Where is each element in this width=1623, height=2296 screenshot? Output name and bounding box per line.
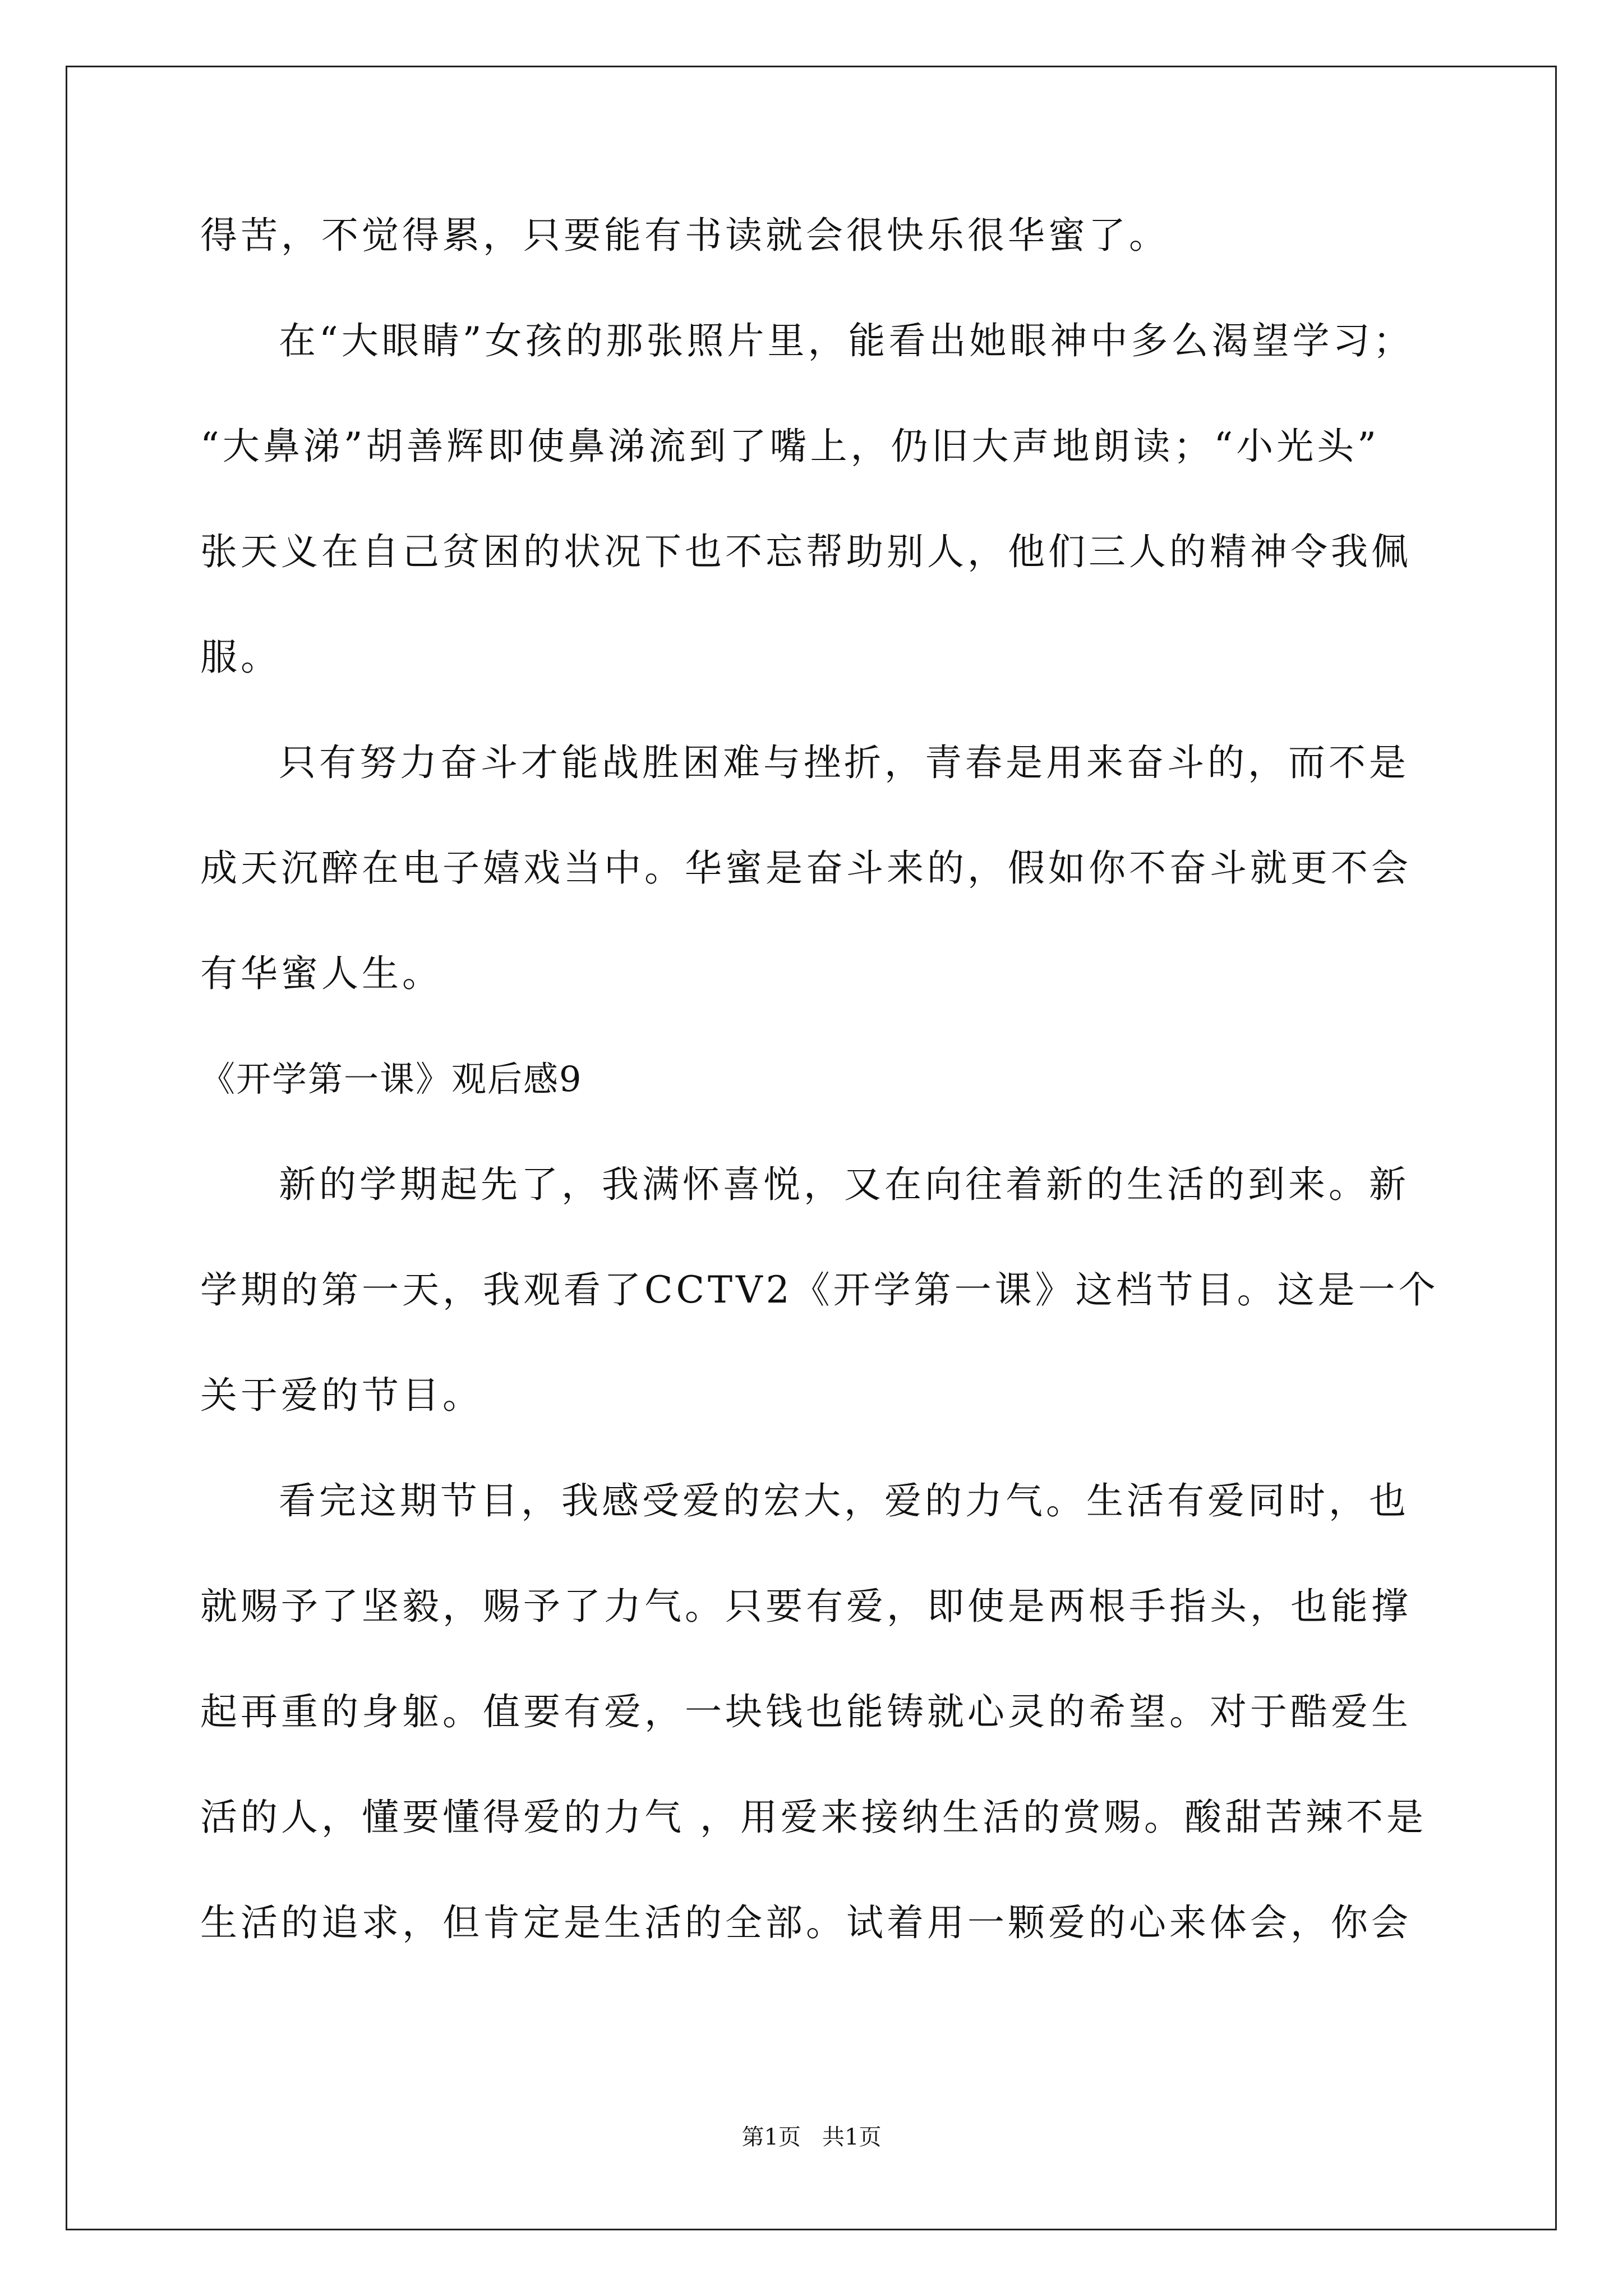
- paragraph-start-line: 看完这期节目，我感受爱的宏大，爱的力气。生活有爱同时，也: [279, 1479, 1409, 1522]
- text-line: 活的人，懂要懂得爱的力气 ，用爱来接纳生活的赏赐。酸甜苦辣不是: [200, 1796, 1427, 1839]
- text-line: 得苦，不觉得累，只要能有书读就会很快乐很华蜜了。: [200, 214, 1169, 257]
- section-heading: 《开学第一课》观后感9: [200, 1059, 583, 1099]
- page-number-footer: 第1页 共1页: [741, 2124, 882, 2150]
- text-line: 服。: [200, 636, 281, 679]
- text-line: 有华蜜人生。: [200, 952, 442, 995]
- text-line: 成天沉醉在电子嬉戏当中。华蜜是奋斗来的，假如你不奋斗就更不会: [200, 846, 1412, 890]
- text-line: 关于爱的节目。: [200, 1374, 483, 1417]
- text-line: 张天义在自己贫困的状况下也不忘帮助别人，他们三人的精神令我佩: [200, 530, 1412, 573]
- text-line: “大鼻涕”胡善辉即使鼻涕流到了嘴上，仍旧大声地朗读；“小光头”: [200, 425, 1380, 468]
- paragraph-start-line: 新的学期起先了，我满怀喜悦，又在向往着新的生活的到来。新: [279, 1163, 1409, 1206]
- text-line: 生活的追求，但肯定是生活的全部。试着用一颗爱的心来体会，你会: [200, 1901, 1412, 1944]
- text-line: 就赐予了坚毅，赐予了力气。只要有爱，即使是两根手指头，也能撑: [200, 1585, 1412, 1628]
- text-line: 学期的第一天，我观看了CCTV2《开学第一课》这档节目。这是一个: [200, 1268, 1439, 1312]
- text-line: 起再重的身躯。值要有爱，一块钱也能铸就心灵的希望。对于酷爱生: [200, 1690, 1412, 1733]
- paragraph-start-line: 只有努力奋斗才能战胜困难与挫折，青春是用来奋斗的，而不是: [279, 741, 1409, 784]
- paragraph-start-line: 在“大眼睛”女孩的那张照片里，能看出她眼神中多么渴望学习；: [279, 319, 1414, 362]
